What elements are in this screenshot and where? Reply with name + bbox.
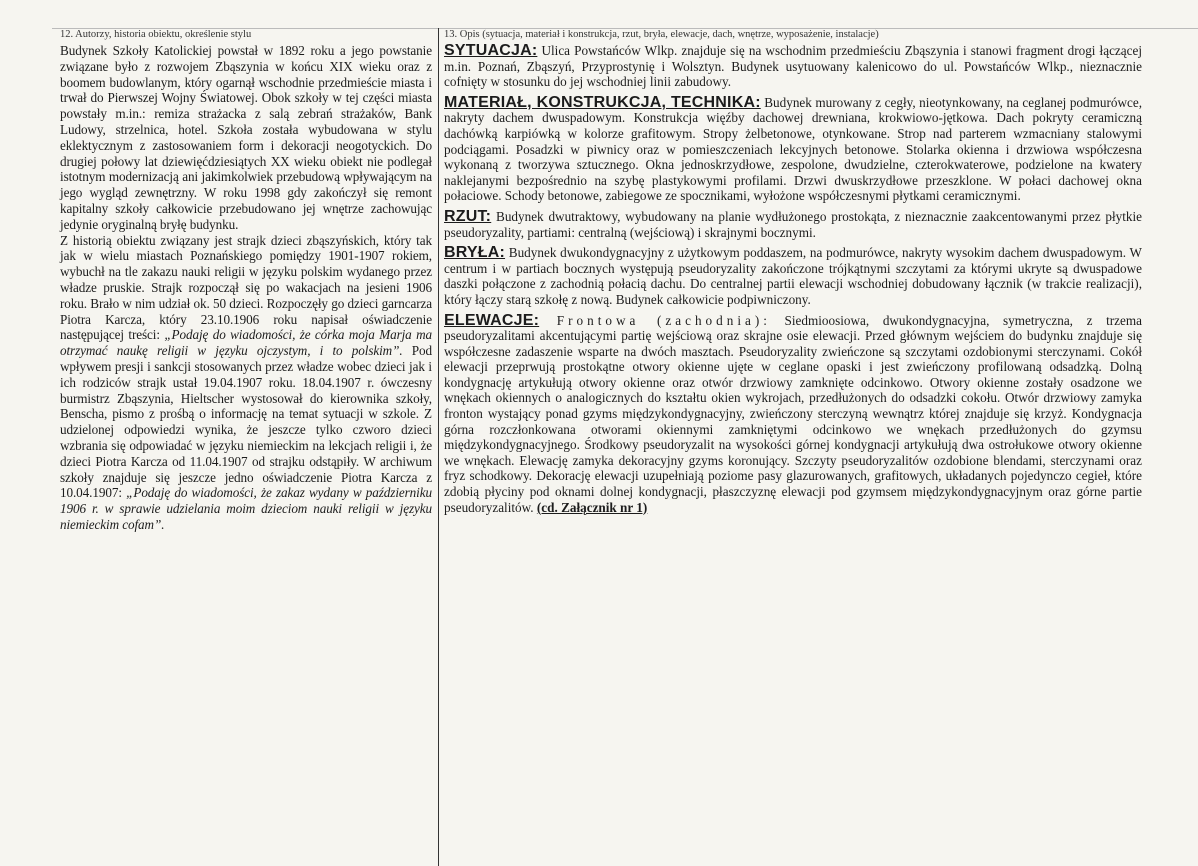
- section-material: [444, 95, 1142, 204]
- label-rzut: RZUT:: [444, 207, 492, 225]
- quote-1: „Podaję do wiadomości, że córka moja Marja ma otrzymać naukę religii w języku ojczystym, i to polskim”.: [60, 327, 433, 359]
- label-elewacje: ELEWACJE:: [444, 311, 540, 329]
- section-bryla: [444, 245, 1142, 307]
- quote-2: „Podaję do wiadomości, że zakaz wydany w październiku 1906 r. w sprawie udzielania moim dzieciom nauki religii w języku niemieckim cofam”.: [60, 485, 432, 532]
- section-sytuacja: [444, 43, 1142, 90]
- elewacje-subheading: Frontowa (zachodnia):: [539, 312, 771, 328]
- history-paragraph-1: Budynek Szkoły Katolickiej powstał w 1892 roku a jego powstanie związane było z rozwojem Zbąszynia w końcu XIX wieku oraz z boomem budowlanym, który ogarnął wschodnie przedmieście miasta i trwał do Pierwszej Wojny Światowej. Obok szkoły w tej części miasta powstały m.in.: remiza strażacka z salą zebrań strażaków, Bank Ludowy, strzelnica, hotel. Szkoła została wybudowana w stylu eklektycznym z zastosowaniem form i dekoracji neogotyckich. Do drugiej połowy lat dziewięćdziesiątych XX wieku obiekt nie podlegał istotnym modernizacją ani jakimkolwiek przebudową wpływającym na jego wygląd zewnętrzny. W roku 1998 gdy zakończył się remont kapitalny szkoły całkowicie przebudowano jej wnętrze zachowując jedynie oryginalną bryłę budynku.: [60, 43, 432, 232]
- text-sytuacja: Ulica Powstańców Wlkp. znajduje się na wschodnim przedmieściu Zbąszynia i stanowi fragment drogi łączącej m.in. Poznań, Zbąszyń, Przyprostynię i Wolsztyn. Budynek usytuowany kalenicowo do ul. Powstańców Wlkp., nieznacznie cofnięty w stosunku do jej wschodniej linii zabudowy.: [444, 43, 1142, 90]
- description-heading: 13. Opis (sytuacja, materiał i konstrukcja, rzut, bryła, elewacje, dach, wnętrze, wyposażenie, instalacje): [444, 29, 879, 40]
- history-paragraph-2: [60, 233, 432, 533]
- section-rzut: [444, 209, 1142, 240]
- description-column: [444, 28, 1142, 520]
- label-bryla: BRYŁA:: [444, 244, 506, 262]
- column-divider: [438, 28, 439, 866]
- strike-text-a: Z historią obiektu związany jest strajk dzieci zbąszyńskich, który tak jak w wielu miastach Poznańskiego pomiędzy 1901-1907 rokiem, wybuchł na tle zakazu nauki religii w języku polskim wydanego przez władze pruskie. Strajk rozpoczął się po wakacjach na jesieni 1906 roku. Brało w nim udział ok. 50 dzieci. Rozpoczęły go dzieci garncarza Piotra Karcza, który 23.10.1906 roku napisał oświadczenie następującej treści:: [60, 232, 432, 343]
- section-elewacje: [444, 313, 1142, 516]
- text-rzut: Budynek dwutraktowy, wybudowany na planie wydłużonego prostokąta, z nieznacznie zaakcentowanymi przez płytkie pseudoryzality, partiami: centralną (wejściową) i skrajnymi bocznymi.: [444, 208, 1142, 240]
- label-material: MATERIAŁ, KONSTRUKCJA, TECHNIKA:: [444, 93, 761, 111]
- text-elewacje: Siedmioosiowa, dwukondygnacyjna, symetryczna, z trzema pseudoryzalitami akcentującymi partię wejściową oraz skrajne osie elewacji. Przed głównym wejściem do budynku znajduje się współczesne zadaszenie wsparte na dwóch masztach. Pseudoryzality zwieńczone są szczytami ozdobionymi sterczynami. Cokół elewacji przeprwują prostokątne otwory okienne ujęte w ceglane opaski i jest zwieńczony profilowaną odsadzką. Dolną kondygnację artykułują otwory okienne oraz otwór drzwiowy zamknięte odcinkowo. Otwory okienne zostały osadzone we wnękach okiennych o analogicznych do kształtu okien wykrojach, przedłużonych do odsadzki cokołu. Otwór drzwiowy zamyka fronton wystający ponad gzyms międzykondygnacyjny, zwieńczony sterczyną wewnątrz której znajduje się krzyż. Kondygnacja górna rozczłonkowana otworami okiennymi zamkniętymi odcinkowo we wnękach przedłużonych do gzymsu międzykondygnacyjnego. Środkowy pseudoryzalit na wysokości górnej kondygnacji artykułują dwa ostrołukowe otwory okienne we wnękach. Elewację zamyka dekoracyjny gzyms koronujący. Szczyty pseudoryzalitów ozdobione blendami, sterczynami oraz fryz schodkowy. Dekorację elewacji uzupełniają poziome pasy glazurowanych, grafitowych, układanych pojedynczo cegieł, które zdobią płyciny pod oknami dolnej kondygnacji, płaszczyznę elewacji pod gzymsem międzykondygnacyjnym oraz górne partie pseudoryzalitów.: [444, 312, 1142, 515]
- attachment-reference: (cd. Załącznik nr 1): [536, 499, 648, 515]
- text-bryla: Budynek dwukondygnacyjny z użytkowym poddaszem, na podmurówce, nakryty wysokim dachem dwuspadowym. W centrum i w partiach bocznych występują pseudoryzality zakończone trójkątnymi szczytami za którymi ukryte są dwuspadowe daszki połączone z zachodnią połacią dachu. Do centralnej partii elewacji wschodniej dobudowany łącznik (w trakcie realizacji), który łączy starą szkołę z nową. Budynek całkowicie podpiwniczony.: [444, 245, 1142, 307]
- text-material: Budynek murowany z cegły, nieotynkowany, na ceglanej podmurówce, nakryty dachem dwuspadowym. Konstrukcja więźby dachowej drewniana, krokwiowo-jętkowa. Dach pokryty ceramiczną dachówką karpiówką w kolorze grafitowym. Stropy żelbetonowe, otynkowane. Strop nad parterem wzmacniany stalowymi podciągami. Posadzki w piwnicy oraz w pomieszczeniach lekcyjnych betonowe. Stolarka okienna i drzwiowa współczesna wykonaną z tworzywa sztucznego. Okna jednoskrzydłowe, zespolone, dwudzielne, czterokwaterowe, podzielone na kwatery naklejanymi bezpośrednio na szybę plastykowymi profilami. Drzwi dwuskrzydłowe przeszklone. W połaci dachowej okna połaciowe. Schody betonowe, zabiegowe ze spocznikami, wyłożone współczesnymi płytkami ceramicznymi.: [444, 94, 1142, 204]
- label-sytuacja: SYTUACJA:: [444, 42, 538, 59]
- history-column: [60, 28, 432, 533]
- history-heading: 12. Autorzy, historia obiektu, określenie stylu: [60, 29, 252, 40]
- strike-text-b: Pod wpływem presji i sankcji stosowanych przez władze wobec dzieci jak i ich rodziców strajk ustał 19.04.1907 roku. 18.04.1907 r. ówczesny burmistrz Zbąszynia, Hieltscher wystosował do kierownika szkoły, Benscha, pismo z prośbą o informację na temat sytuacji w szkole. Z udzielonej odpowiedzi wynika, że jeszcze tylko czworo dzieci wzbrania się odpowiadać w języku niemieckim na lekcjach religii i, że dzieci Piotra Karcza od 11.04.1907 od strajku odstąpiły. W archiwum szkoły znajduje się jeszcze jedno oświadczenie Piotra Karcza z 10.04.1907:: [60, 343, 432, 501]
